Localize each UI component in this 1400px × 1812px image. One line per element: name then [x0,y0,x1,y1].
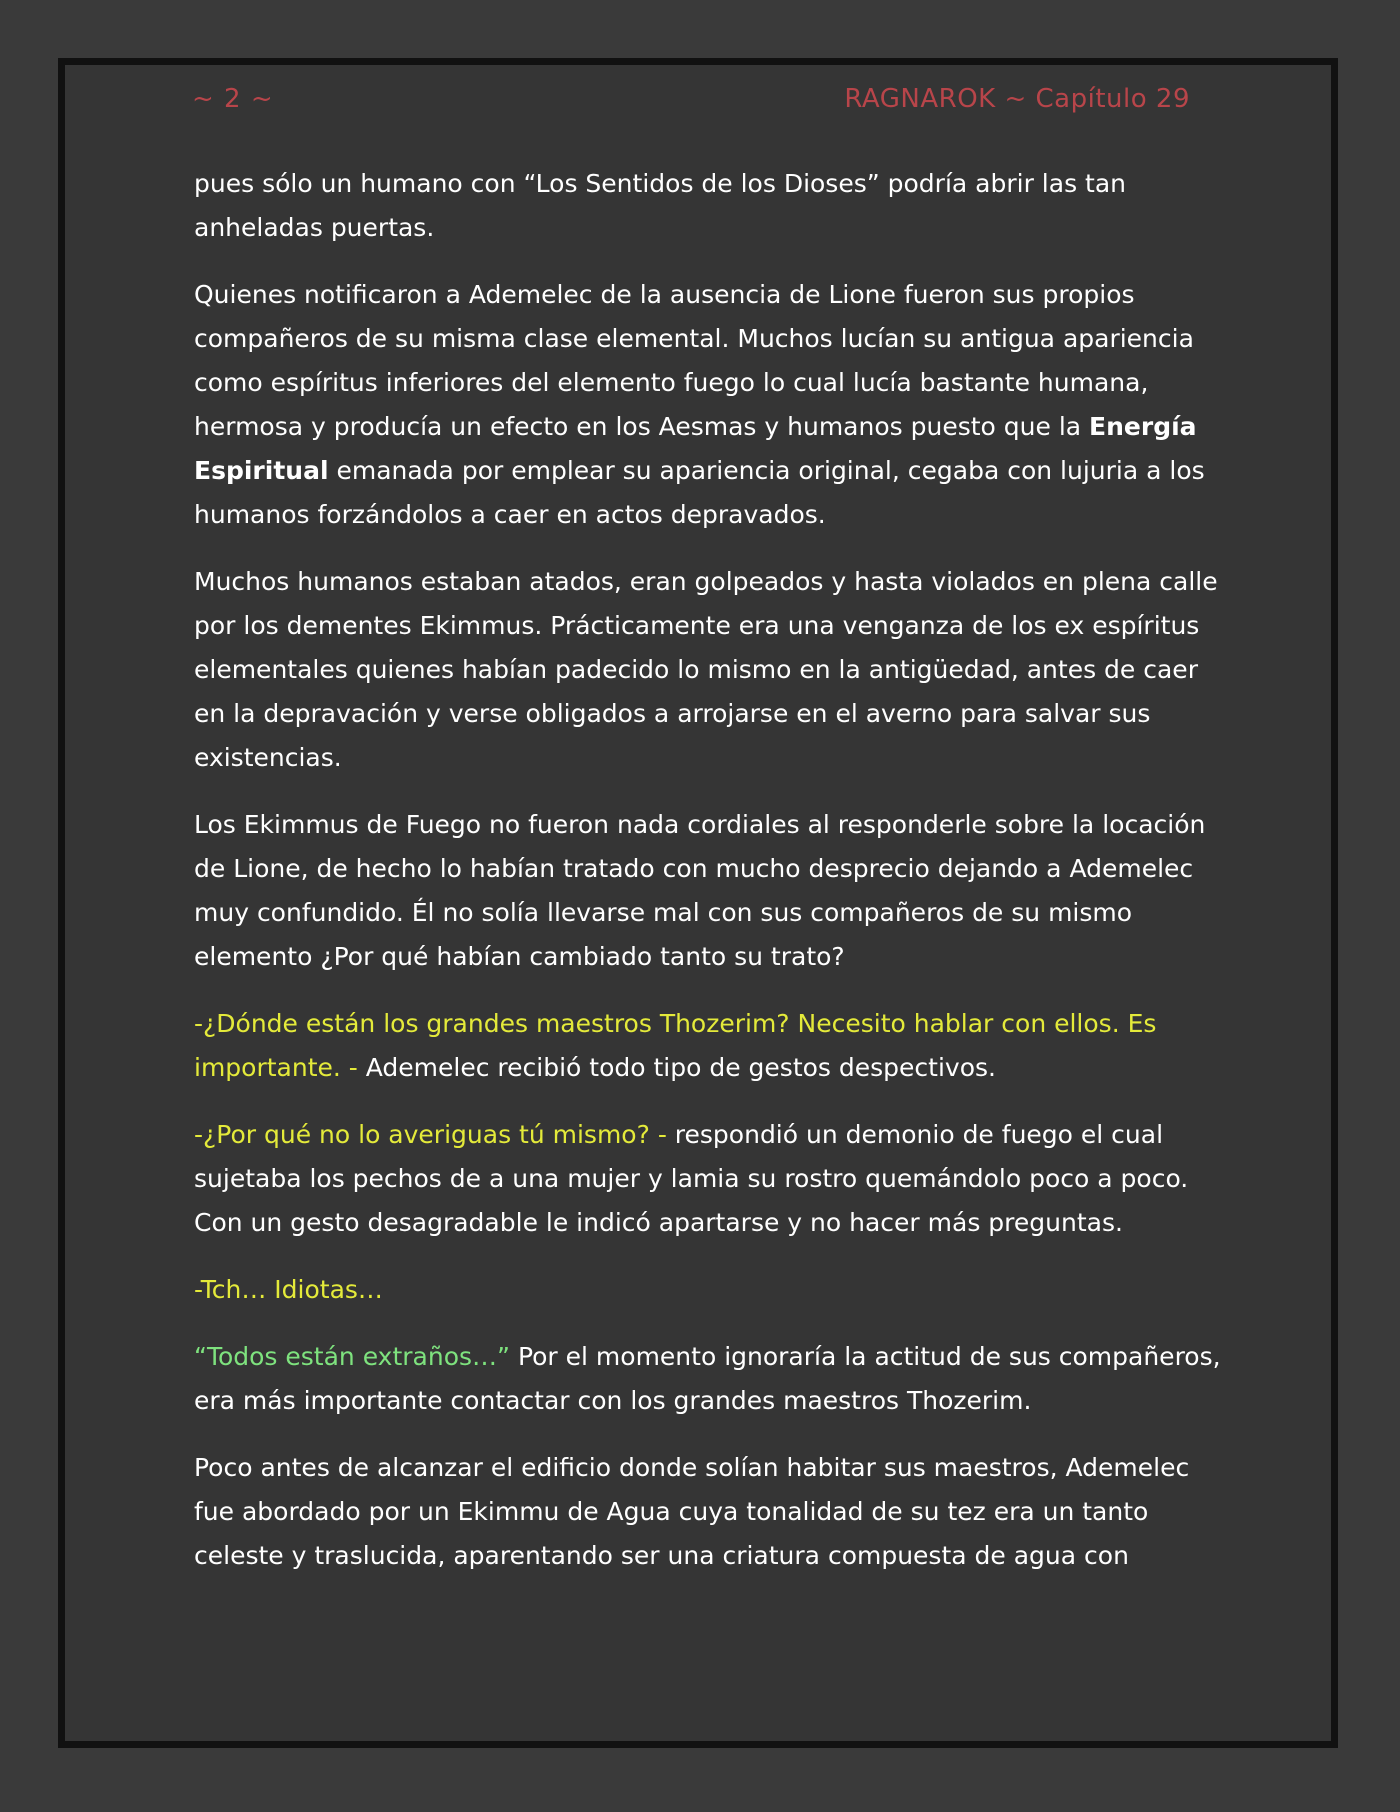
paragraph-text: pues sólo un humano con “Los Sentidos de los Dioses” podría abrir las tan anheladas puertas. [194,169,1127,242]
paragraph-text: Los Ekimmus de Fuego no fueron nada cordiales al responderle sobre la locación de Lione, de hecho lo habían tratado con mucho desprecio dejando a Ademelec muy confundido. Él no solía llevarse mal con sus compañeros de su mismo elemento ¿Por qué habían cambiado tanto su trato? [194,810,1206,971]
thought-line: “Todos están extraños…” [194,1342,510,1371]
dialogue-line: -Tch… Idiotas… [194,1275,383,1304]
paragraph-4 [194,803,1226,979]
dialogue-line: -¿Por qué no lo averiguas tú mismo? - [194,1120,667,1149]
page-content [194,162,1226,1601]
paragraph-2 [194,273,1226,537]
paragraph-7 [194,1268,1226,1312]
paragraph-5 [194,1002,1226,1090]
dialogue-line: -¿Dónde están los grandes maestros Thozerim? Necesito hablar con ellos. Es importante. - [194,1009,1157,1082]
paragraph-9 [194,1446,1226,1578]
chapter-title: RAGNAROK ~ Capítulo 29 [844,84,1190,114]
paragraph-8 [194,1335,1226,1423]
paragraph-text: emanada por emplear su apariencia original, cegaba con lujuria a los humanos forzándolos a caer en actos depravados. [194,456,1205,529]
paragraph-1 [194,162,1226,250]
paragraph-text: respondió un demonio de fuego el cual sujetaba los pechos de a una mujer y lamia su rostro quemándolo poco a poco. Con un gesto desagradable le indicó apartarse y no hacer más preguntas. [194,1120,1189,1237]
paragraph-text: Por el momento ignoraría la actitud de sus compañeros, era más importante contactar con los grandes maestros Thozerim. [194,1342,1221,1415]
paragraph-6 [194,1113,1226,1245]
paragraph-text: Ademelec recibió todo tipo de gestos despectivos. [365,1053,996,1082]
page-number: ~ 2 ~ [192,84,274,114]
paragraph-3 [194,560,1226,780]
paragraph-text: Quienes notificaron a Ademelec de la ausencia de Lione fueron sus propios compañeros de su misma clase elemental. Muchos lucían su antigua apariencia como espíritus inferiores del elemento fuego lo cual lucía bastante humana, hermosa y producía un efecto en los Aesmas y humanos puesto que la [194,280,1194,441]
paragraph-text: Poco antes de alcanzar el edificio donde solían habitar sus maestros, Ademelec fue abordado por un Ekimmu de Agua cuya tonalidad de su tez era un tanto celeste y traslucida, aparentando ser una criatura compuesta de agua con [194,1453,1190,1570]
paragraph-text: Muchos humanos estaban atados, eran golpeados y hasta violados en plena calle por los dementes Ekimmus. Prácticamente era una venganza de los ex espíritus elementales quienes habían padecido lo mismo en la antigüedad, antes de caer en la depravación y verse obligados a arrojarse en el averno para salvar sus existencias. [194,567,1218,772]
bold-term: Energía Espiritual [194,412,1197,485]
